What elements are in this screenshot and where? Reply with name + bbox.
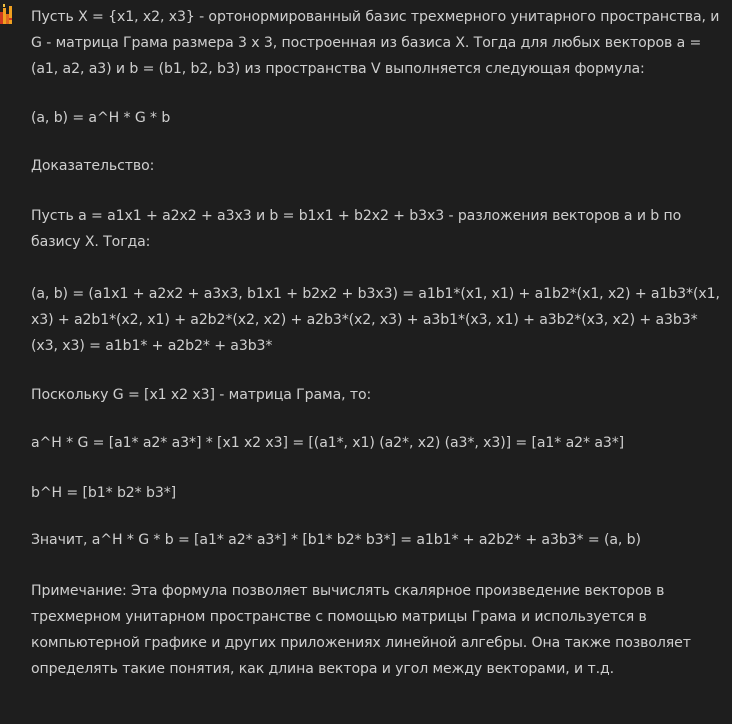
proof-label: Доказательство:	[31, 158, 155, 174]
gram-matrix-paragraph: Поскольку G = [x1 x2 x3] - матрица Грама, то:	[31, 387, 372, 403]
formula-paragraph: (a, b) = a^H * G * b	[31, 110, 171, 126]
conclusion-paragraph: Значит, a^H * G * b = [a1* a2* a3*] * [b1* b2* b3*] = a1b1* + a2b2* + a3b3* = (a, b)	[31, 532, 641, 548]
bot-avatar-icon	[0, 4, 14, 26]
intro-paragraph: Пусть X = {x1, x2, x3} - ортонормированный базис трехмерного унитарного пространства, и G - матрица Грама размера 3 x 3, построенная из базиса X. Тогда для любых векторов a = (a1, a2, a3) и b = (b1, b2, b3) из пространства V выполняется следующая формула:	[31, 9, 720, 77]
aHG-paragraph: a^H * G = [a1* a2* a3*] * [x1 x2 x3] = [(a1*, x1) (a2*, x2) (a3*, x3)] = [a1* a2* a3*]	[31, 435, 625, 451]
decomposition-paragraph: Пусть a = a1x1 + a2x2 + a3x3 и b = b1x1 + b2x2 + b3x3 - разложения векторов a и b по базису X. Тогда:	[31, 208, 682, 250]
expansion-paragraph: (a, b) = (a1x1 + a2x2 + a3x3, b1x1 + b2x2 + b3x3) = a1b1*(x1, x1) + a1b2*(x1, x2) + a1b3*(x1, x3) + a2b1*(x2, x1) + a2b2*(x2, x2) + a2b3*(x2, x3) + a3b1*(x3, x1) + a3b2*(x3, x2) + a3b3*(x3, x3) = a1b1* + a2b2* + a3b3*	[31, 286, 720, 354]
note-paragraph: Примечание: Эта формула позволяет вычислять скалярное произведение векторов в трехмерном унитарном пространстве с помощью матрицы Грама и используется в компьютерной графике и других приложениях линейной алгебры. Она также позволяет определять такие понятия, как длина вектора и угол между векторами, и т.д.	[31, 583, 691, 677]
bH-paragraph: b^H = [b1* b2* b3*]	[31, 485, 177, 501]
